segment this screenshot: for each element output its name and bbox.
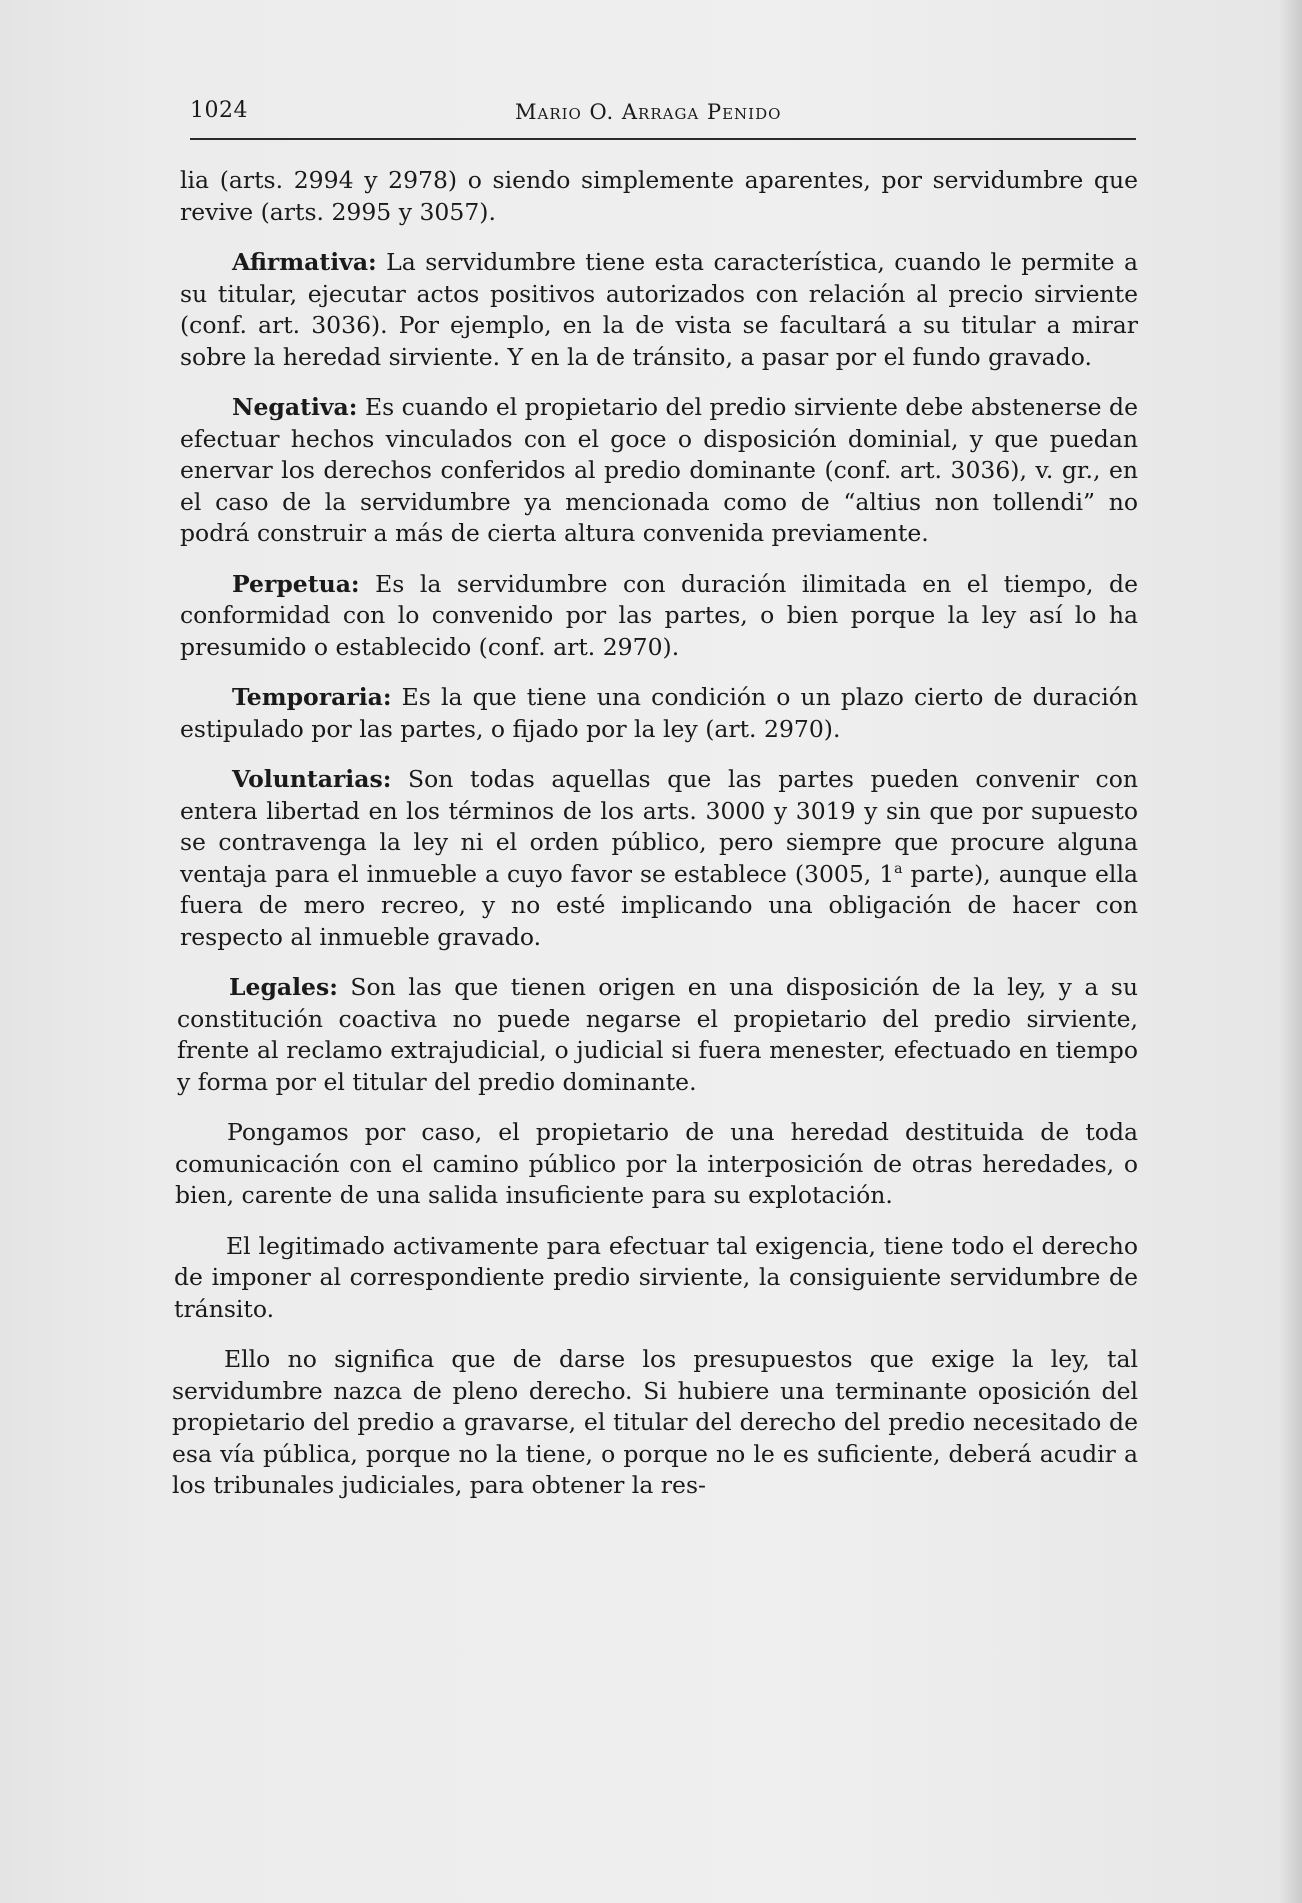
paragraph-text: La servidumbre tiene esta característica, cuando le permite a su titular, ejecutar actos positivos autorizados con relación al precio sirviente (conf. art. 3036). Por ejemplo, en la de vista se facultará a su titular a mirar sobre la heredad sirviente. Y en la de tránsito, a pasar por el fundo gravado.	[180, 248, 1138, 371]
paragraph-legitimado	[174, 1231, 1138, 1326]
ordinal-superscript: a	[894, 860, 903, 877]
term-perpetua: Perpetua:	[232, 569, 360, 598]
term-afirmativa: Afirmativa:	[232, 248, 377, 276]
term-negativa: Negativa:	[232, 393, 358, 421]
page-number: 1024	[190, 98, 248, 123]
paragraph-example	[175, 1117, 1138, 1212]
page-header	[190, 96, 1136, 140]
paragraph-text: Ello no significa que de darse los presupuestos que exige la ley, tal servidumbre nazca de pleno derecho. Si hubiere una terminante oposición del propietario del predio a gravarse, el titular del derecho del predio necesitado de esa vía pública, porque no la tiene, o porque no le es suficiente, deberá acudir a los tribunales judiciales, para obtener la res-	[172, 1345, 1138, 1499]
paragraph-text: El legitimado activamente para efectuar tal exigencia, tiene todo el derecho de imponer al correspondiente predio sirviente, la consiguiente servidumbre de tránsito.	[174, 1231, 1138, 1323]
paragraph-negativa	[180, 392, 1138, 550]
paragraph-afirmativa	[180, 247, 1138, 373]
paragraph-text: Es cuando el propietario del predio sirviente debe abstenerse de efectuar hechos vinculados con el goce o disposición dominial, y que puedan enervar los derechos conferidos al predio dominante (conf. art. 3036), v. gr., en el caso de la servidumbre ya mencionada como de “altius non tollendi” no podrá construir a más de cierta altura convenida previamente.	[180, 393, 1138, 547]
running-head: Mario O. Arraga Penido	[515, 100, 782, 124]
paragraph-temporaria	[180, 682, 1138, 745]
term-voluntarias: Voluntarias:	[232, 765, 392, 793]
paragraph-text: Son las que tienen origen en una disposición de la ley, y a su constitución coactiva no puede negarse el propietario del predio sirviente, frente al reclamo extrajudicial, o judicial si fuera menester, efectuado en tiempo y forma por el titular del predio dominante.	[177, 973, 1138, 1096]
paragraph-text: Es la que tiene una condición o un plazo cierto de duración estipulado por las partes, o fijado por la ley (art. 2970).	[180, 683, 1138, 743]
paragraph-text: lia (arts. 2994 y 2978) o siendo simplemente aparentes, por servidumbre que revive (arts. 2995 y 3057).	[180, 166, 1138, 226]
paragraph-voluntarias	[180, 764, 1138, 953]
paragraph-text: Son todas aquellas que las partes pueden convenir con entera libertad en los términos de los arts. 3000 y 3019 y sin que por supuesto se contravenga la ley ni el orden público, pero siempre que procure alguna ventaja para el inmueble a cuyo favor se establece (3005, 1	[180, 765, 1138, 888]
paragraph-text-after: parte), aunque ella fuera de mero recreo, y no esté implicando una obligación de hacer con respecto al inmueble gravado.	[180, 859, 1138, 951]
paragraph-text: Es la servidumbre con duración ilimitada en el tiempo, de conformidad con lo convenido por las partes, o bien porque la ley así lo ha presumido o establecido (conf. art. 2970).	[180, 569, 1138, 661]
paragraph-text: Pongamos por caso, el propietario de una heredad destituida de toda comunicación con el camino público por la interposición de otras heredades, o bien, carente de una salida insuficiente para su explotación.	[175, 1118, 1138, 1209]
term-legales: Legales:	[229, 973, 338, 1001]
paragraph-continuation	[180, 165, 1138, 228]
term-temporaria: Temporaria:	[232, 683, 392, 711]
page-edge-shadow	[1278, 0, 1302, 1903]
paragraph-legales	[177, 972, 1138, 1098]
paragraph-perpetua	[180, 569, 1138, 664]
body-text	[172, 165, 1138, 1521]
paragraph-conclusion	[172, 1344, 1138, 1502]
